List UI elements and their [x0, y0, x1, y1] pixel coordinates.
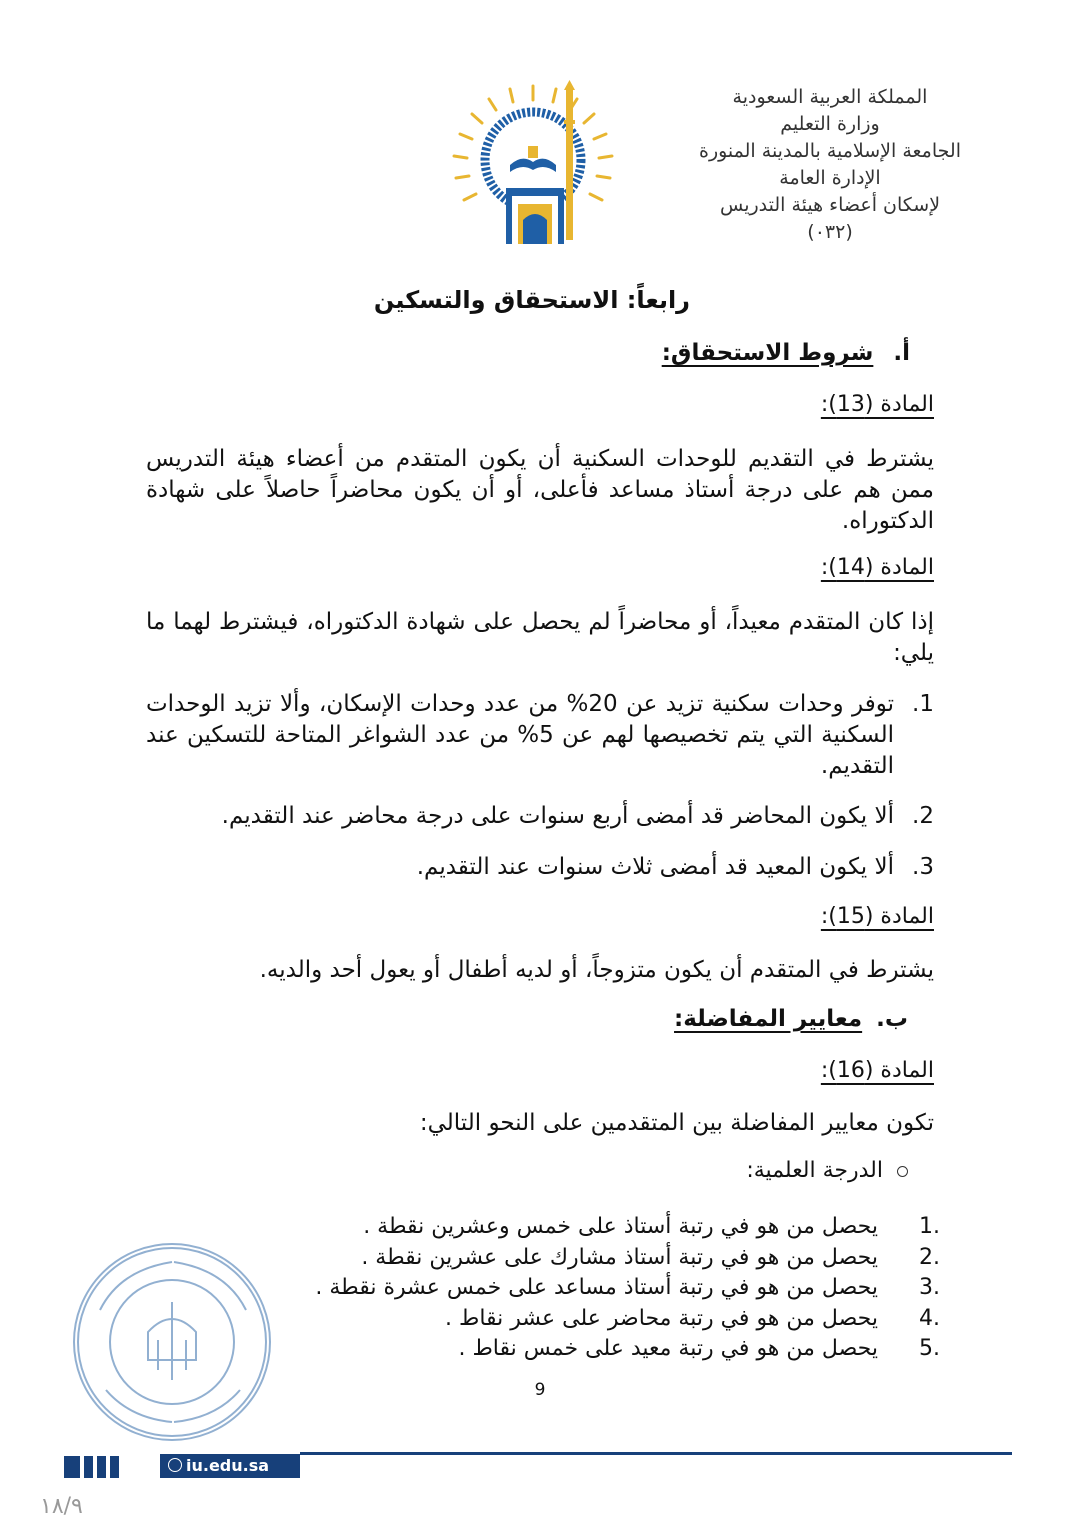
header-line-6: (٠٣٢) [807, 221, 853, 243]
footer-bar [64, 1456, 80, 1478]
list-item [180, 1273, 940, 1304]
header-line-4: الإدارة العامة [779, 167, 881, 189]
article-14-item-3 [146, 852, 934, 883]
article-15-label: المادة (15): [820, 904, 934, 929]
footer-bar [84, 1456, 93, 1478]
subsection-b-letter: ب. [876, 1006, 908, 1032]
points-list [180, 1212, 940, 1365]
subsection-b [674, 1006, 908, 1032]
article-16-text: تكون معايير المفاضلة بين المتقدمين على النحو التالي: [419, 1110, 934, 1136]
globe-icon [168, 1458, 182, 1472]
list-item-text: يحصل من هو في رتبة محاضر على عشر نقاط . [445, 1305, 878, 1331]
footer-bars [64, 1456, 123, 1478]
website-text[interactable]: iu.edu.sa [186, 1456, 270, 1475]
website-badge[interactable] [160, 1454, 300, 1478]
list-item [180, 1212, 940, 1243]
item-text: ألا يكون المحاضر قد أمضى أربع سنوات على درجة محاضر عند التقديم. [221, 803, 894, 829]
article-13-label: المادة (13): [820, 392, 934, 417]
article-14-text: إذا كان المتقدم معيداً، أو محاضراً لم يحصل على شهادة الدكتوراه، فيشترط لهما ما يلي: [146, 609, 934, 666]
article-16-label: المادة (16): [820, 1058, 934, 1083]
article-14-item-1 [146, 689, 934, 782]
item-number: 3. [912, 854, 934, 880]
list-item-text: يحصل من هو في رتبة أستاذ على خمس وعشرين نقطة . [363, 1214, 878, 1239]
university-logo-icon [448, 80, 618, 250]
article-13-text: يشترط في التقديم للوحدات السكنية أن يكون المتقدم من أعضاء هيئة التدريس ممن هم على درجة أستاذ مساعد فأعلى، أو أن يكون محاضراً حاصلاً على شهادة الدكتوراه. [146, 446, 934, 534]
corner-page-mark: ١٨/٩ [40, 1494, 83, 1519]
section-title: رابعاً: الاستحقاق والتسكين [373, 286, 690, 314]
list-item-number: .2 [919, 1244, 940, 1270]
list-item-number: .3 [919, 1275, 940, 1300]
letterhead [640, 84, 1020, 246]
criteria-bullet [746, 1158, 908, 1183]
criteria-bullet-text: الدرجة العلمية: [746, 1158, 883, 1183]
list-item [180, 1304, 940, 1335]
footer-line [300, 1452, 1012, 1455]
official-stamp-icon [70, 1240, 275, 1445]
list-item [180, 1243, 940, 1274]
item-number: 2. [912, 803, 934, 829]
list-item-number: .1 [919, 1214, 940, 1239]
article-14-item-2 [146, 801, 934, 832]
subsection-a [662, 340, 910, 366]
list-item-number: .4 [919, 1305, 940, 1331]
item-number: 1. [912, 691, 934, 717]
header-line-1: المملكة العربية السعودية [732, 86, 928, 108]
header-line-2: وزارة التعليم [780, 113, 880, 135]
list-item-text: يحصل من هو في رتبة أستاذ مشارك على عشرين نقطة . [361, 1244, 878, 1270]
list-item-text: يحصل من هو في رتبة معيد على خمس نقاط . [458, 1336, 878, 1361]
list-item [180, 1334, 940, 1365]
page-number: 9 [534, 1380, 546, 1400]
circle-bullet-icon [897, 1166, 908, 1177]
item-text: ألا يكون المعيد قد أمضى ثلاث سنوات عند التقديم. [416, 854, 894, 880]
article-14-label: المادة (14): [820, 555, 934, 580]
list-item-number: .5 [919, 1336, 940, 1361]
footer-bar [97, 1456, 106, 1478]
header-line-3: الجامعة الإسلامية بالمدينة المنورة [698, 140, 961, 162]
header-line-5: لإسكان أعضاء هيئة التدريس [719, 194, 941, 216]
article-15-text: يشترط في المتقدم أن يكون متزوجاً، أو لديه أطفال أو يعول أحد والديه. [259, 957, 934, 983]
subsection-b-title: معايير المفاضلة: [674, 1006, 863, 1032]
subsection-a-letter: أ. [893, 340, 910, 366]
footer-bar [110, 1456, 119, 1478]
item-text: توفر وحدات سكنية تزيد عن 20% من عدد وحدات الإسكان، وألا تزيد الوحدات السكنية التي يتم تخصيصها لهم عن 5% من عدد الشواغر المتاحة للتسكين عند التقديم. [146, 691, 894, 779]
subsection-a-title: شروط الاستحقاق: [661, 340, 874, 366]
list-item-text: يحصل من هو في رتبة أستاذ مساعد على خمس عشرة نقطة . [315, 1275, 878, 1300]
